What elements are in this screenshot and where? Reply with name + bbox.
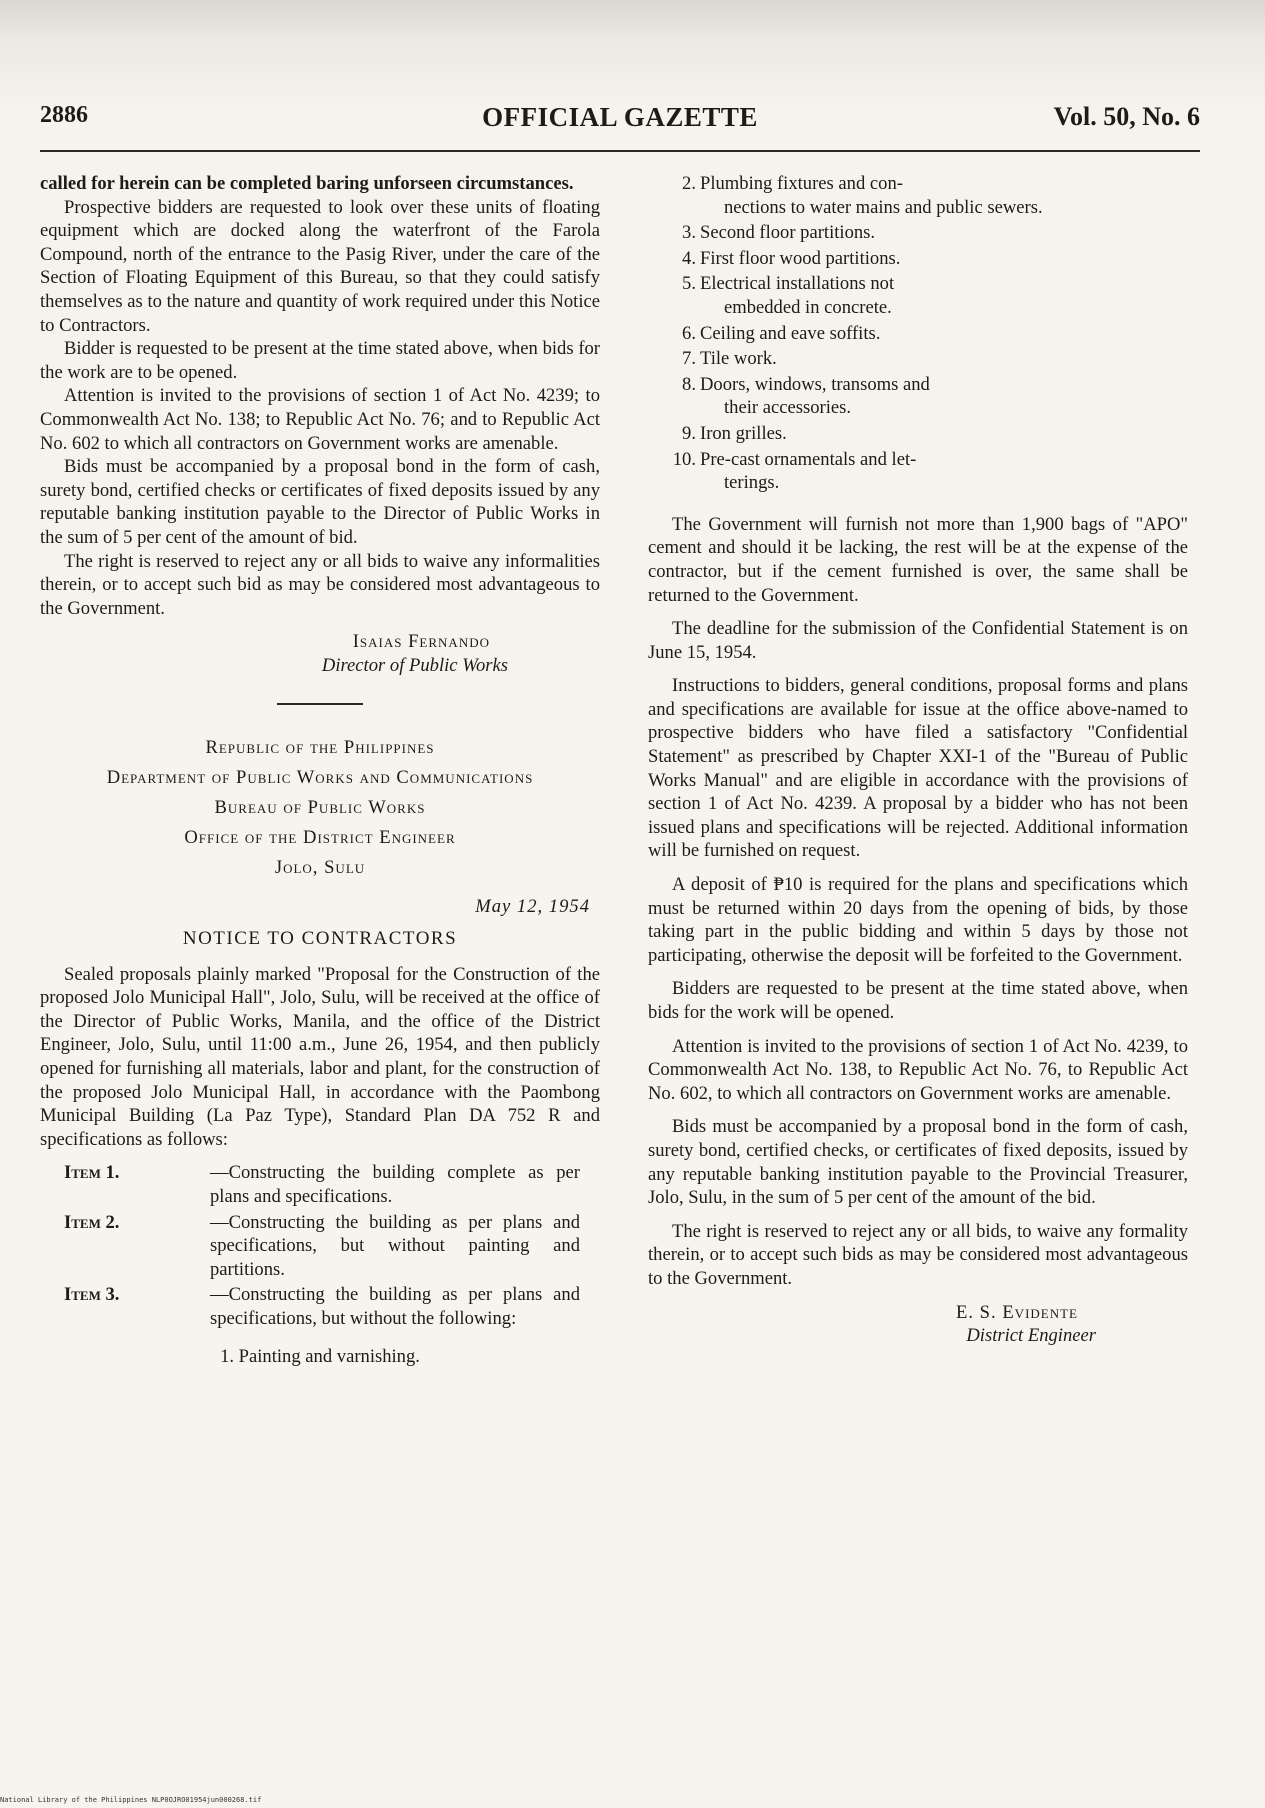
sub-item: 1. Painting and varnishing.	[220, 1345, 420, 1367]
notice-title: NOTICE TO CONTRACTORS	[182, 928, 458, 950]
list-number: 3.	[682, 222, 696, 244]
volume-issue: Vol. 50, No. 6	[1053, 102, 1200, 131]
item-label: Item 1.	[64, 1162, 120, 1184]
list-item	[648, 247, 1188, 271]
list-text: Iron grilles.	[700, 422, 787, 444]
paragraph: Bidder is requested to be present at the time stated above, when bids for the work are to be opened.	[40, 338, 600, 383]
exclusion-list	[648, 172, 1188, 495]
paragraph: Attention is invited to the provisions of section 1 of Act No. 4239, to Commonwealth Act No. 138, to Republic Act No. 76, to Republic Act No. 602, to which all contractors on Government works are amenable.	[648, 1035, 1188, 1104]
list-number: 2.	[682, 173, 696, 194]
list-number: 6.	[682, 322, 696, 344]
list-item	[648, 172, 1188, 219]
list-item	[648, 221, 1188, 245]
publication-title: OFFICIAL GAZETTE	[482, 102, 758, 132]
list-item	[64, 1283, 580, 1330]
left-column	[40, 172, 600, 1368]
list-number: 10.	[672, 448, 696, 470]
paragraph: Prospective bidders are requested to look over these units of floating equipment which are docked along the waterfront of the Farola Compound, north of the entrance to the Pasig River, under the care of the Section of Floating Equipment of this Bureau, so that they could satisfy themselves as to the nature and quantity of work required under this Notice to Contractors.	[40, 196, 600, 336]
list-text: their accessories.	[724, 397, 851, 419]
list-item	[64, 1211, 580, 1282]
signatory-title: District Engineer	[966, 1325, 1096, 1347]
paragraph: Sealed proposals plainly marked "Proposal for the Construction of the proposed Jolo Municipal Hall", Jolo, Sulu, will be received at the office of the Director of Public Works, Manila, and the office of the District Engineer, Jolo, Sulu, until 11:00 a.m., June 26, 1954, and then publicly opened for furnishing all materials, labor and plant, for the construction of the proposed Jolo Municipal Hall, in accordance with the Paombong Municipal Building (La Paz Type), Standard Plan DA 752 R and specifications as follows:	[40, 963, 600, 1150]
scan-footer: National Library of the Philippines NLP0OJRO01954jun000268.tif	[0, 1796, 262, 1804]
list-text: Second floor partitions.	[700, 222, 876, 244]
list-number: 8.	[682, 373, 696, 395]
header-rule	[40, 150, 1200, 152]
list-item	[648, 373, 1188, 420]
list-number: 9.	[682, 422, 696, 444]
section-divider	[277, 703, 363, 705]
paragraph: Attention is invited to the provisions of section 1 of Act No. 4239; to Commonwealth Act No. 138; to Republic Act No. 76; and to Republic Act No. 602 to which all contractors on Government works are amenable.	[40, 385, 600, 454]
signatory-name: Isaias Fernando	[352, 631, 490, 653]
item-label: Item 2.	[64, 1211, 120, 1233]
list-number: 4.	[682, 247, 696, 269]
item-list	[40, 1161, 600, 1330]
list-text: nections to water mains and public sewers.	[724, 196, 1043, 218]
signatory-name: E. S. Evidente	[956, 1301, 1078, 1323]
paragraph: The deadline for the submission of the Confidential Statement is on June 15, 1954.	[648, 618, 1188, 663]
list-text: Tile work.	[700, 348, 777, 370]
paragraph: A deposit of ₱10 is required for the plans and specifications which must be returned within 20 days from the opening of bids, by those taking part in the public bidding and within 5 days by those not participating, otherwise the deposit will be forfeited to the Government.	[648, 874, 1188, 966]
page-number: 2886	[40, 102, 88, 128]
heading-line: Republic of the Philippines	[205, 737, 435, 759]
paragraph: Instructions to bidders, general conditions, proposal forms and plans and specifications are available for issue at the office above-named to prospective bidders who have filed a satisfactory "Confidential Statement" as prescribed by Chapter XXI-1 of the "Bureau of Public Works Manual" and are eligible in accordance with the provisions of section 1 of Act No. 4239. A proposal by a bidder who has not been issued plans and specifications will be rejected. Additional information will be furnished on request.	[648, 675, 1188, 862]
notice-date: May 12, 1954	[475, 896, 590, 918]
list-item	[648, 347, 1188, 371]
paragraph: called for herein can be completed baring unforseen circumstances.	[40, 173, 574, 194]
paragraph: Bidders are requested to be present at the time stated above, when bids for the work will be opened.	[648, 978, 1188, 1023]
item-text: —Constructing the building complete as per plans and specifications.	[210, 1162, 580, 1207]
list-item	[648, 448, 1188, 495]
paragraph: The Government will furnish not more than 1,900 bags of "APO" cement and should it be lacking, the rest will be at the expense of the contractor, but if the cement furnished is over, the same shall be returned to the Government.	[648, 513, 1188, 606]
list-text: First floor wood partitions.	[700, 247, 901, 269]
heading-line: Bureau of Public Works	[214, 797, 426, 819]
item-label: Item 3.	[64, 1284, 120, 1306]
paragraph: The right is reserved to reject any or all bids, to waive any formality therein, or to accept such bids as may be considered most advantageous to the Government.	[648, 1220, 1188, 1289]
item-text: —Constructing the building as per plans and specifications, but without the following:	[210, 1284, 580, 1329]
signature-block	[648, 1301, 1188, 1348]
list-item	[648, 322, 1188, 346]
paragraph: Bids must be accompanied by a proposal bond in the form of cash, surety bond, certified checks, or certificates of fixed deposits, issued by any reputable banking institution payable to the Provincial Treasurer, Jolo, Sulu, in the sum of 5 per cent of the amount of the bid.	[648, 1116, 1188, 1209]
list-item	[64, 1161, 580, 1208]
list-text: Pre-cast ornamentals and let-	[700, 448, 917, 470]
signature-block	[40, 630, 600, 677]
list-item	[648, 272, 1188, 319]
list-text: Ceiling and eave soffits.	[700, 322, 881, 344]
list-text: Plumbing fixtures and con-	[700, 173, 903, 194]
list-text: Electrical installations not	[700, 273, 895, 295]
heading-line: Department of Public Works and Communications	[106, 767, 534, 789]
list-number: 7.	[682, 348, 696, 370]
paragraph: The right is reserved to reject any or all bids to waive any informalities therein, or to accept such bid as may be considered most advantageous to the Government.	[40, 550, 600, 619]
heading-line: Office of the District Engineer	[184, 827, 456, 849]
right-column	[648, 172, 1188, 1348]
paragraph: Bids must be accompanied by a proposal bond in the form of cash, surety bond, certified checks or certificates of fixed deposits issued by any reputable banking institution payable to the Director of Public Works in the sum of 5 per cent of the amount of bid.	[40, 456, 600, 548]
heading-line: Jolo, Sulu	[274, 857, 366, 879]
list-text: terings.	[724, 472, 780, 494]
list-item	[648, 422, 1188, 446]
signatory-title: Director of Public Works	[321, 654, 508, 676]
item-text: —Constructing the building as per plans and specifications, but without painting and partitions.	[210, 1211, 580, 1280]
list-text: Doors, windows, transoms and	[700, 373, 930, 395]
list-text: embedded in concrete.	[724, 296, 892, 318]
list-number: 5.	[682, 273, 696, 295]
page-header	[40, 102, 1200, 142]
office-heading	[40, 733, 600, 883]
